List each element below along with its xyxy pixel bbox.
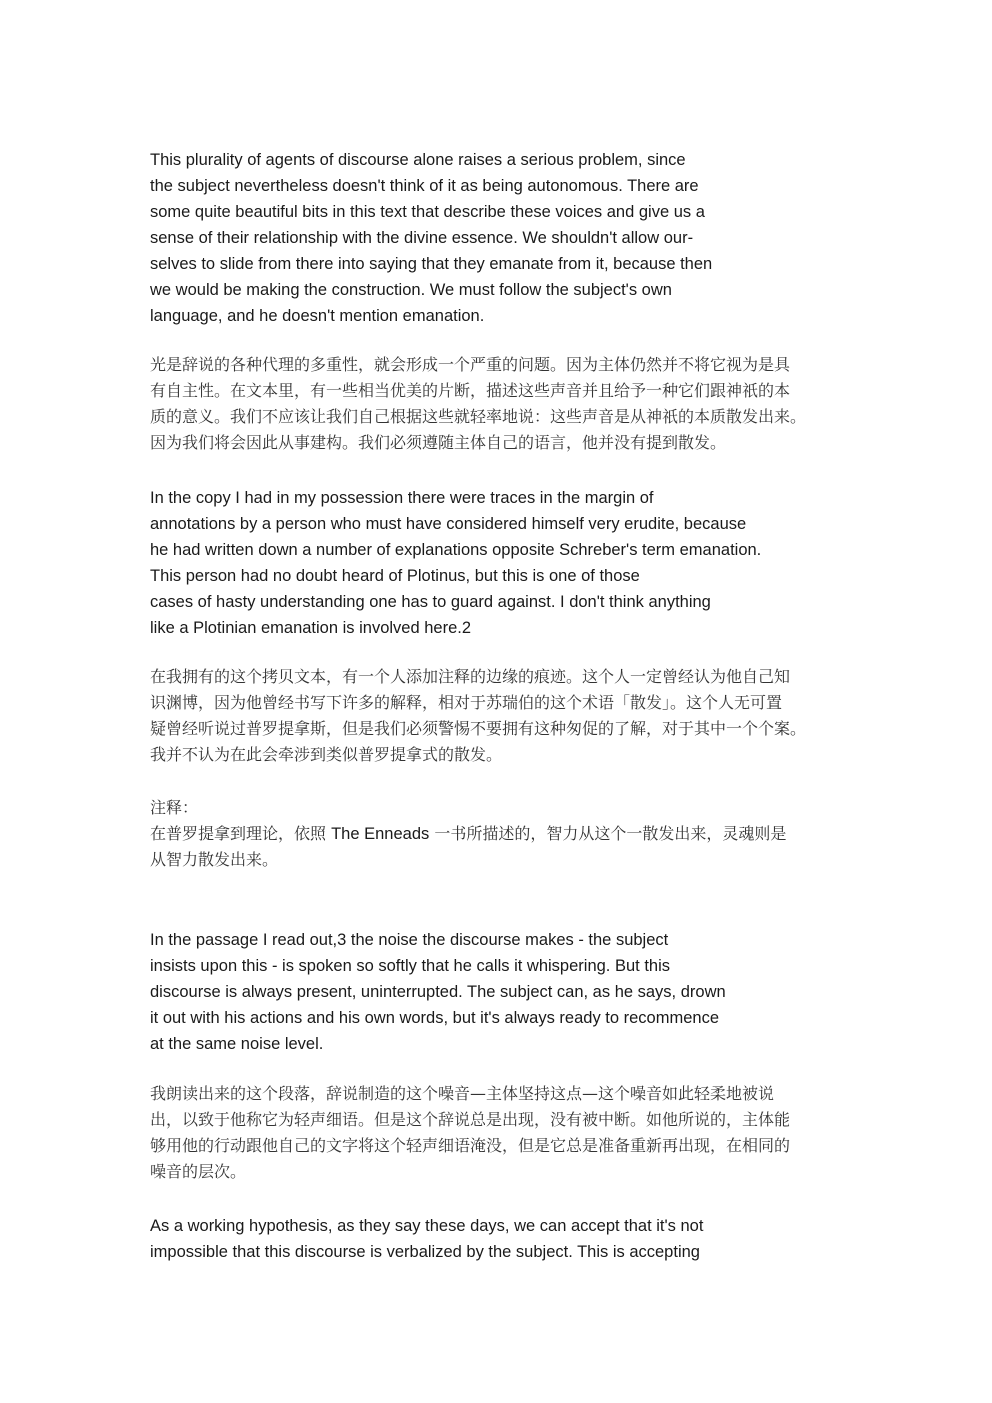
chinese-paragraph-2 <box>150 664 806 768</box>
english-paragraph-4 <box>150 1213 703 1265</box>
text-line: selves to slide from there into saying that they emanate from it, because then <box>150 255 713 273</box>
text-line: like a Plotinian emanation is involved here.2 <box>150 619 472 637</box>
text-line: This person had no doubt heard of Plotinus, but this is one of those <box>150 567 640 585</box>
footnote-line: 从智力散发出来。 <box>150 850 279 869</box>
english-paragraph-2 <box>150 485 761 641</box>
text-line: we would be making the construction. We must follow the subject's own <box>150 281 672 299</box>
english-paragraph-3 <box>150 927 726 1057</box>
footnote-text: 在普罗提拿到理论，依照 <box>150 824 332 843</box>
text-line: it out with his actions and his own words, but it's always ready to recommence <box>150 1009 719 1027</box>
text-line: at the same noise level. <box>150 1035 324 1053</box>
text-line: This plurality of agents of discourse alone raises a serious problem, since <box>150 151 686 169</box>
text-line: he had written down a number of explanations opposite Schreber's term emanation. <box>150 541 762 559</box>
book-title: The Enneads <box>331 825 430 843</box>
footnote-text: 一书所描述的，智力从这个一散发出来，灵魂则是 <box>429 824 787 843</box>
text-line: In the copy I had in my possession there were traces in the margin of <box>150 489 654 507</box>
text-line: language, and he doesn't mention emanation. <box>150 307 485 325</box>
text-line: 识渊博，因为他曾经书写下许多的解释，相对于苏瑞伯的这个术语「散发」。这个人无可置 <box>150 693 783 712</box>
text-line: annotations by a person who must have considered himself very erudite, because <box>150 515 747 533</box>
text-line: sense of their relationship with the divine essence. We shouldn't allow our- <box>150 229 694 247</box>
english-paragraph-1 <box>150 147 712 329</box>
text-line: 质的意义。我们不应该让我们自己根据这些就轻率地说：这些声音是从神祇的本质散发出来。 <box>150 407 807 426</box>
text-line: 疑曾经听说过普罗提拿斯，但是我们必须警惕不要拥有这种匆促的了解，对于其中一个个案。 <box>150 719 807 738</box>
text-line: In the passage I read out,3 the noise the discourse makes - the subject <box>150 931 669 949</box>
chinese-paragraph-1 <box>150 352 806 456</box>
text-line: As a working hypothesis, as they say these days, we can accept that it's not <box>150 1217 704 1235</box>
text-line: 噪音的层次。 <box>150 1162 247 1181</box>
text-line: 因为我们将会因此从事建构。我们必须遵随主体自己的语言，他并没有提到散发。 <box>150 433 727 452</box>
footnote-line <box>150 821 786 847</box>
text-line: the subject nevertheless doesn't think of it as being autonomous. There are <box>150 177 699 195</box>
text-line: 我并不认为在此会牵涉到类似普罗提拿式的散发。 <box>150 745 503 764</box>
footnote-block <box>150 795 786 873</box>
text-line: 出，以致于他称它为轻声细语。但是这个辞说总是出现，没有被中断。如他所说的，主体能 <box>150 1110 791 1129</box>
chinese-paragraph-3 <box>150 1081 790 1185</box>
text-line: 光是辞说的各种代理的多重性，就会形成一个严重的问题。因为主体仍然并不将它视为是具 <box>150 355 791 374</box>
text-line: insists upon this - is spoken so softly that he calls it whispering. But this <box>150 957 670 975</box>
text-line: impossible that this discourse is verbalized by the subject. This is accepting <box>150 1243 700 1261</box>
text-line: discourse is always present, uninterrupted. The subject can, as he says, drown <box>150 983 726 1001</box>
text-line: 有自主性。在文本里，有一些相当优美的片断，描述这些声音并且给予一种它们跟神祇的本 <box>150 381 791 400</box>
text-line: 够用他的行动跟他自己的文字将这个轻声细语淹没，但是它总是准备重新再出现，在相同的 <box>150 1136 791 1155</box>
text-line: some quite beautiful bits in this text that describe these voices and give us a <box>150 203 705 221</box>
footnote-title: 注释： <box>150 798 199 817</box>
text-line: 我朗读出来的这个段落，辞说制造的这个噪音—主体坚持这点—这个噪音如此轻柔地被说 <box>150 1084 775 1103</box>
text-line: 在我拥有的这个拷贝文本，有一个人添加注释的边缘的痕迹。这个人一定曾经认为他自己知 <box>150 667 791 686</box>
text-line: cases of hasty understanding one has to guard against. I don't think anything <box>150 593 711 611</box>
